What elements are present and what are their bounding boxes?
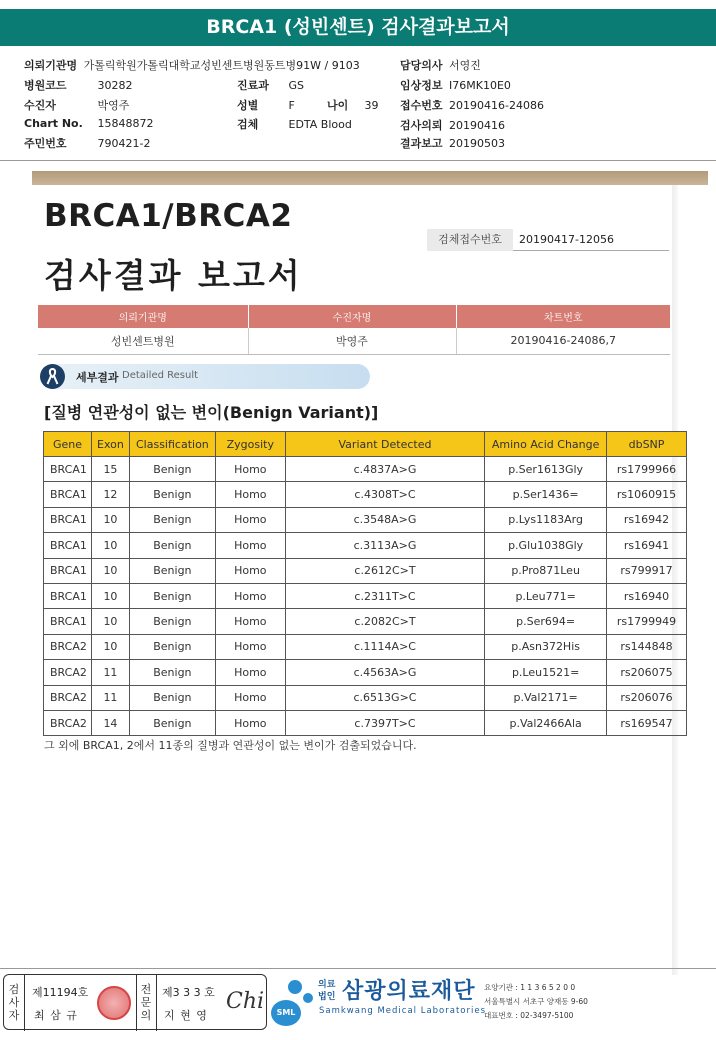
- table-row: [44, 457, 687, 482]
- signature-scribble: Chi: [226, 989, 265, 1014]
- benign-variant-heading: [질병 연관성이 없는 변이(Benign Variant)]: [44, 403, 379, 422]
- inst-header-chart: 차트번호: [456, 305, 670, 328]
- variant-cell-dbsnp: rs1799966: [607, 457, 687, 482]
- org-phone: 대표번호 : 02-3497-5100: [484, 1011, 574, 1020]
- variant-cell-variant-detected: c.3548A>G: [285, 507, 484, 532]
- inspector-no: 제11194호: [32, 986, 89, 999]
- variant-cell-dbsnp: rs206075: [607, 660, 687, 685]
- variant-cell-exon: 11: [91, 685, 129, 710]
- table-row: [44, 558, 687, 583]
- variant-cell-classification: Benign: [129, 660, 215, 685]
- variant-header-gene: Gene: [44, 432, 92, 457]
- age-label: 나이: [327, 99, 349, 112]
- department-info: [237, 77, 304, 93]
- detailed-result-section-header: [40, 364, 370, 389]
- variant-cell-gene: BRCA1: [44, 482, 92, 507]
- sex-value: F: [288, 99, 295, 112]
- variant-cell-exon: 14: [91, 710, 129, 735]
- variant-cell-gene: BRCA1: [44, 583, 92, 608]
- variant-cell-dbsnp: rs1799949: [607, 609, 687, 634]
- variant-cell-classification: Benign: [129, 533, 215, 558]
- variant-cell-zygosity: Homo: [215, 482, 285, 507]
- org-address: 서울특별시 서초구 양재동 9-60: [484, 997, 588, 1006]
- variant-cell-exon: 12: [91, 482, 129, 507]
- sml-logo-icon: [271, 1000, 301, 1026]
- variant-cell-amino-acid-change: p.Ser694=: [485, 609, 607, 634]
- variant-cell-zygosity: Homo: [215, 710, 285, 735]
- header-divider: [0, 160, 716, 161]
- specimen-receipt-value: 20190417-12056: [519, 233, 614, 246]
- variant-cell-zygosity: Homo: [215, 457, 285, 482]
- variant-cell-zygosity: Homo: [215, 609, 285, 634]
- specimen-label: 검체: [237, 118, 259, 131]
- logo-dot: [288, 980, 302, 994]
- inspector-label: [7, 983, 21, 1022]
- specialist-label: [139, 983, 153, 1022]
- variant-header-classification: Classification: [129, 432, 215, 457]
- specialist-label-char: 의: [140, 1009, 152, 1022]
- inst-header-patient: 수진자명: [248, 305, 456, 328]
- footer-divider: [0, 968, 716, 969]
- age-info: [327, 97, 379, 113]
- test-request-info: [400, 117, 505, 133]
- variant-cell-variant-detected: c.2612C>T: [285, 558, 484, 583]
- variant-cell-gene: BRCA1: [44, 457, 92, 482]
- sign-divider: [156, 975, 157, 1031]
- variant-cell-zygosity: Homo: [215, 660, 285, 685]
- document-title-line1: BRCA1/BRCA2: [44, 198, 293, 234]
- table-row: [44, 533, 687, 558]
- chart-no-label: Chart No.: [24, 117, 83, 130]
- org-code: 요양기관 : 1 1 3 6 5 2 0 0: [484, 983, 576, 992]
- specialist-name: 지 현 영: [164, 1009, 208, 1022]
- result-report-label: 결과보고: [400, 137, 443, 150]
- variant-cell-amino-acid-change: p.Val2466Ala: [485, 710, 607, 735]
- variant-cell-exon: 10: [91, 634, 129, 659]
- table-row: [44, 507, 687, 532]
- document-top-band: [32, 171, 708, 185]
- variant-cell-amino-acid-change: p.Ser1436=: [485, 482, 607, 507]
- institution-value: 가톨릭학원가톨릭대학교성빈센트병원: [83, 59, 265, 72]
- variant-cell-gene: BRCA2: [44, 660, 92, 685]
- resident-no-info: [24, 135, 150, 151]
- variant-cell-exon: 10: [91, 609, 129, 634]
- document-title-line2: 검사결과 보고서: [44, 256, 303, 295]
- ribbon-icon: [40, 364, 65, 389]
- variant-cell-variant-detected: c.2311T>C: [285, 583, 484, 608]
- doctor-value: 서영진: [449, 59, 481, 72]
- variant-cell-classification: Benign: [129, 685, 215, 710]
- report-title-bar: [0, 9, 716, 46]
- variant-cell-variant-detected: c.6513G>C: [285, 685, 484, 710]
- sign-divider: [136, 975, 137, 1031]
- specialist-label-char: 전: [140, 983, 152, 996]
- variant-table-body: [44, 457, 687, 736]
- variant-cell-zygosity: Homo: [215, 583, 285, 608]
- variant-cell-amino-acid-change: p.Pro871Leu: [485, 558, 607, 583]
- resident-no-value: 790421-2: [97, 137, 151, 150]
- variant-cell-zygosity: Homo: [215, 533, 285, 558]
- variant-header-amino-acid-change: Amino Acid Change: [485, 432, 607, 457]
- variant-cell-classification: Benign: [129, 558, 215, 583]
- receipt-value: 20190416-24086: [449, 99, 544, 112]
- specimen-info: [237, 116, 352, 132]
- sex-info: [237, 97, 295, 113]
- variant-cell-dbsnp: rs799917: [607, 558, 687, 583]
- variant-cell-gene: BRCA2: [44, 685, 92, 710]
- variant-cell-exon: 10: [91, 558, 129, 583]
- chart-no-info: [24, 117, 154, 130]
- logo-dot: [303, 993, 313, 1003]
- variant-cell-variant-detected: c.7397T>C: [285, 710, 484, 735]
- variant-cell-gene: BRCA1: [44, 533, 92, 558]
- variant-cell-classification: Benign: [129, 482, 215, 507]
- result-report-value: 20190503: [449, 137, 506, 150]
- official-seal-icon: [97, 986, 131, 1020]
- variant-cell-gene: BRCA1: [44, 507, 92, 532]
- variant-cell-amino-acid-change: p.Glu1038Gly: [485, 533, 607, 558]
- variant-cell-amino-acid-change: p.Val2171=: [485, 685, 607, 710]
- variant-cell-variant-detected: c.4563A>G: [285, 660, 484, 685]
- org-type: [318, 979, 335, 1003]
- institution-table: [38, 305, 670, 355]
- test-request-label: 검사의뢰: [400, 119, 443, 132]
- section-title-en: Detailed Result: [122, 370, 199, 381]
- variant-cell-dbsnp: rs16941: [607, 533, 687, 558]
- hospital-code-label: 병원코드: [24, 79, 67, 92]
- variant-cell-gene: BRCA2: [44, 710, 92, 735]
- table-row: [44, 710, 687, 735]
- institution-info: [24, 57, 360, 73]
- inst-value-chart: 20190416-24086,7: [456, 328, 670, 354]
- clinical-info-label: 임상정보: [400, 79, 443, 92]
- age-value: 39: [364, 99, 379, 112]
- variant-cell-exon: 10: [91, 583, 129, 608]
- specimen-value: EDTA Blood: [288, 118, 352, 131]
- inst-value-institution: 성빈센트병원: [38, 328, 248, 354]
- variant-cell-amino-acid-change: p.Leu771=: [485, 583, 607, 608]
- variant-cell-exon: 10: [91, 507, 129, 532]
- variant-cell-zygosity: Homo: [215, 507, 285, 532]
- receipt-label: 접수번호: [400, 99, 443, 112]
- variant-header-dbsnp: dbSNP: [607, 432, 687, 457]
- result-report-info: [400, 135, 505, 151]
- inspector-label-char: 검: [8, 983, 20, 996]
- inst-value-patient: 박영주: [248, 328, 456, 354]
- table-row: [44, 685, 687, 710]
- variant-cell-amino-acid-change: p.Leu1521=: [485, 660, 607, 685]
- variant-footnote: 그 외에 BRCA1, 2에서 11종의 질병과 연관성이 없는 변이가 검출되었습니다.: [44, 739, 417, 752]
- variant-table-header: [44, 432, 687, 457]
- specialist-no: 제3 3 3 호: [162, 986, 215, 999]
- institution-label: 의뢰기관명: [24, 59, 78, 72]
- variant-cell-exon: 15: [91, 457, 129, 482]
- patient-label: 수진자: [24, 99, 56, 112]
- variant-cell-dbsnp: rs169547: [607, 710, 687, 735]
- variant-cell-variant-detected: c.2082C>T: [285, 609, 484, 634]
- variant-cell-gene: BRCA1: [44, 558, 92, 583]
- variant-header-exon: Exon: [91, 432, 129, 457]
- variant-cell-dbsnp: rs16942: [607, 507, 687, 532]
- org-name: 삼광의료재단: [342, 979, 476, 1004]
- variant-cell-classification: Benign: [129, 710, 215, 735]
- variant-cell-amino-acid-change: p.Lys1183Arg: [485, 507, 607, 532]
- inspector-label-char: 사: [8, 996, 20, 1009]
- hospital-code-value: 30282: [97, 79, 133, 92]
- ward-value: 동트병91W / 9103: [264, 59, 360, 72]
- variant-cell-gene: BRCA2: [44, 634, 92, 659]
- variant-cell-classification: Benign: [129, 507, 215, 532]
- table-row: [44, 634, 687, 659]
- department-label: 진료과: [237, 79, 269, 92]
- chart-no-value: 15848872: [97, 117, 154, 130]
- variant-cell-variant-detected: c.3113A>G: [285, 533, 484, 558]
- sign-divider: [24, 975, 25, 1031]
- variant-cell-zygosity: Homo: [215, 558, 285, 583]
- table-row: [44, 583, 687, 608]
- logo-text: SML: [276, 1008, 296, 1017]
- variant-cell-zygosity: Homo: [215, 685, 285, 710]
- variant-cell-classification: Benign: [129, 634, 215, 659]
- table-row: [44, 609, 687, 634]
- sex-label: 성별: [237, 99, 259, 112]
- inspector-label-char: 자: [8, 1009, 20, 1022]
- section-title-ko: 세부결과: [76, 371, 119, 384]
- table-row: [44, 482, 687, 507]
- variant-cell-classification: Benign: [129, 609, 215, 634]
- org-prefix: 법인: [318, 992, 336, 1002]
- patient-value: 박영주: [97, 99, 130, 112]
- hospital-code-info: [24, 77, 133, 93]
- specimen-receipt-label: 검체접수번호: [427, 229, 513, 251]
- variant-table: [43, 431, 687, 736]
- variant-header-zygosity: Zygosity: [215, 432, 285, 457]
- clinical-info: [400, 77, 511, 93]
- patient-info: [24, 97, 129, 113]
- variant-cell-dbsnp: rs1060915: [607, 482, 687, 507]
- resident-no-label: 주민번호: [24, 137, 67, 150]
- test-request-value: 20190416: [449, 119, 506, 132]
- org-prefix: 의료: [318, 980, 336, 990]
- department-value: GS: [288, 79, 305, 92]
- variant-cell-gene: BRCA1: [44, 609, 92, 634]
- report-title: BRCA1 (성빈센트) 검사결과보고서: [206, 16, 510, 38]
- variant-cell-amino-acid-change: p.Ser1613Gly: [485, 457, 607, 482]
- doctor-info: [400, 57, 481, 73]
- variant-cell-classification: Benign: [129, 583, 215, 608]
- inspector-name: 최 삼 규: [34, 1009, 78, 1022]
- variant-cell-dbsnp: rs144848: [607, 634, 687, 659]
- variant-cell-dbsnp: rs16940: [607, 583, 687, 608]
- org-english-name: Samkwang Medical Laboratories: [319, 1006, 487, 1016]
- signature-box: [3, 974, 267, 1030]
- variant-cell-zygosity: Homo: [215, 634, 285, 659]
- variant-cell-variant-detected: c.4837A>G: [285, 457, 484, 482]
- variant-header-variant-detected: Variant Detected: [285, 432, 484, 457]
- variant-cell-exon: 11: [91, 660, 129, 685]
- specialist-label-char: 문: [140, 996, 152, 1009]
- doctor-label: 담당의사: [400, 59, 443, 72]
- specimen-receipt-box: [427, 229, 669, 251]
- receipt-info: [400, 97, 544, 113]
- variant-cell-exon: 10: [91, 533, 129, 558]
- variant-cell-variant-detected: c.1114A>C: [285, 634, 484, 659]
- clinical-info-value: I76MK10E0: [449, 79, 511, 92]
- variant-cell-variant-detected: c.4308T>C: [285, 482, 484, 507]
- variant-cell-dbsnp: rs206076: [607, 685, 687, 710]
- variant-cell-amino-acid-change: p.Asn372His: [485, 634, 607, 659]
- table-row: [44, 660, 687, 685]
- variant-cell-classification: Benign: [129, 457, 215, 482]
- inst-header-institution: 의뢰기관명: [38, 305, 248, 328]
